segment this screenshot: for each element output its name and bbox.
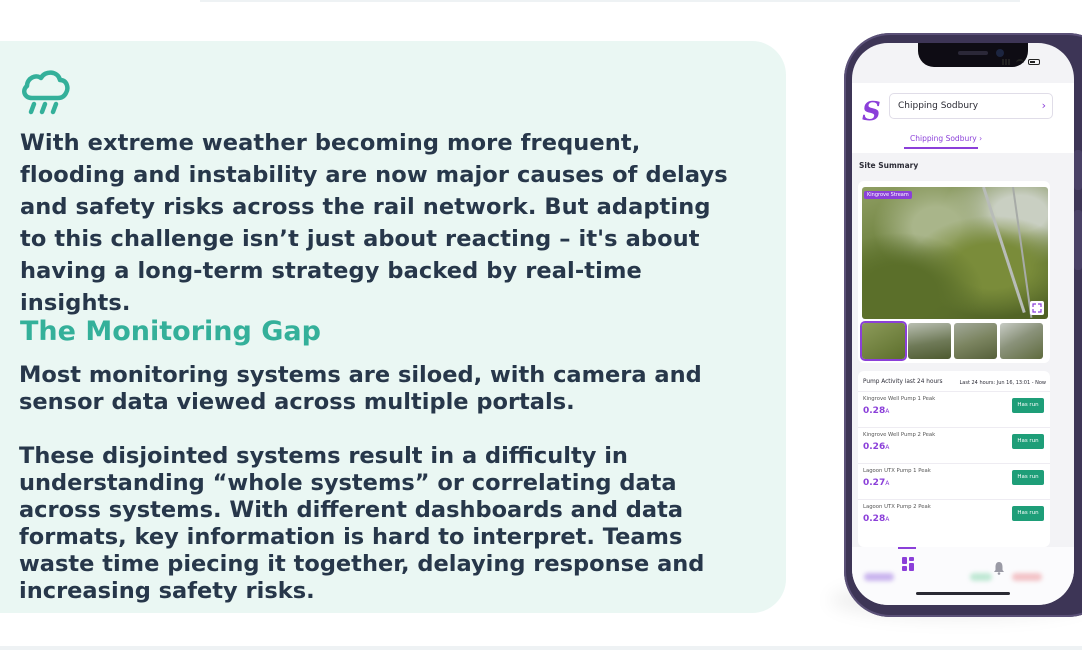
railing-detail (982, 187, 1026, 313)
expand-icon[interactable] (1030, 301, 1044, 315)
phone-side-button (1074, 150, 1082, 190)
pump-name: Kingrove Well Pump 1 Peak (863, 396, 936, 402)
status-bar (1002, 59, 1040, 65)
pump-status-button[interactable]: Has run (1012, 506, 1044, 521)
bottom-divider (0, 646, 1082, 650)
tab-indicator (898, 547, 916, 549)
pump-row (858, 463, 1050, 499)
camera-thumbnail[interactable] (954, 323, 997, 359)
blurred-tab-label (1012, 573, 1042, 581)
chevron-right-icon: › (1041, 99, 1046, 112)
camera-image[interactable] (862, 187, 1048, 319)
pump-row (858, 427, 1050, 463)
pump-row (858, 499, 1050, 535)
s-logo-icon: S (862, 97, 881, 127)
pump-value: 0.26A (863, 442, 890, 452)
wifi-icon (1016, 59, 1024, 65)
cloud-rain-icon (18, 66, 70, 118)
railing-detail (1012, 187, 1032, 318)
pump-value: 0.28A (863, 406, 890, 416)
site-select-value: Chipping Sodbury (898, 101, 979, 111)
pump-activity-card (858, 371, 1050, 547)
pump-name: Lagoon UTX Pump 2 Peak (863, 504, 931, 510)
front-camera (996, 49, 1004, 57)
intro-text: With extreme weather becoming more frequent, flooding and instability are now major causes of delays and safety risks across the rail network. But adapting to this challenge isn’t just about reacting – it's about having a long-term strategy backed by real-time insights. (20, 130, 728, 316)
pump-activity-heading: Pump Activity last 24 hours (863, 379, 943, 385)
section-title: The Monitoring Gap (20, 316, 321, 347)
camera-thumbnails (862, 323, 1043, 359)
pump-activity-range: Last 24 hours: Jun 16, 13:01 - Now (959, 380, 1046, 386)
pump-name: Lagoon UTX Pump 1 Peak (863, 468, 931, 474)
blurred-tab-label (970, 573, 992, 581)
pump-status-button[interactable]: Has run (1012, 398, 1044, 413)
speaker-grille (958, 51, 988, 55)
pump-status-button[interactable]: Has run (1012, 434, 1044, 449)
pump-row (858, 391, 1050, 427)
dashboard-grid-icon[interactable] (902, 557, 914, 571)
battery-icon (1028, 59, 1040, 65)
camera-thumbnail[interactable] (862, 323, 905, 359)
camera-tag: Kingrove Stream (864, 191, 912, 199)
pump-name: Kingrove Well Pump 2 Peak (863, 432, 936, 438)
paragraph-siloed: Most monitoring systems are siloed, with camera and sensor data viewed across multiple portals. (19, 362, 702, 415)
camera-thumbnail[interactable] (1000, 323, 1043, 359)
bell-icon[interactable] (993, 561, 1005, 575)
camera-card (858, 181, 1050, 363)
tab-site[interactable]: Chipping Sodbury › (910, 134, 983, 143)
camera-thumbnail[interactable] (908, 323, 951, 359)
pump-value: 0.27A (863, 478, 890, 488)
bottom-tab-bar (852, 547, 1074, 605)
site-select[interactable] (889, 93, 1053, 119)
tab-underline (904, 147, 978, 149)
pump-status-button[interactable]: Has run (1012, 470, 1044, 485)
phone-side-button (1074, 210, 1082, 270)
blurred-tab-label (864, 573, 894, 581)
phone-screen (852, 43, 1074, 605)
paragraph-disjointed: These disjointed systems result in a difficulty in understanding “whole systems” or correlating data across systems. With different dashboards and data formats, key information is hard to interpret. Teams waste time piecing it together, delaying response and increasing safety risks. (19, 443, 705, 604)
home-indicator (916, 592, 1010, 595)
signal-icon (1002, 59, 1012, 65)
site-summary-label: Site Summary (859, 161, 919, 170)
app-header (852, 83, 1074, 153)
top-divider (200, 0, 1020, 2)
pump-value: 0.28A (863, 514, 890, 524)
